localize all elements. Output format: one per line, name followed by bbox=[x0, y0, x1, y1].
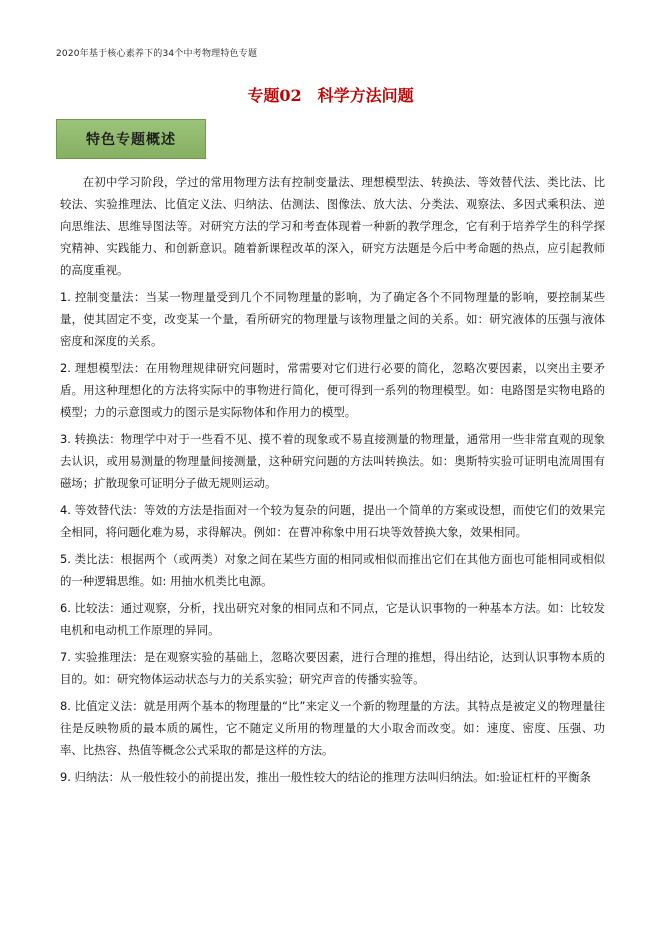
method-item-control-variable: 1. 控制变量法：当某一物理量受到几个不同物理量的影响，为了确定各个不同物理量的影响，要控制某些量，使其固定不变，改变某一个量，看所研究的物理量与该物理量之间的关系。如：研究液体的压强与液体密度和深度的关系。 bbox=[60, 290, 605, 348]
method-item-ratio-definition: 8. 比值定义法：就是用两个基本的物理量的“比”来定义一个新的物理量的方法。其特点是被定义的物理量往往是反映物质的最本质的属性，它不随定义所用的物理量的大小取舍而改变。如：速度、密度、压强、功率、比热容、热值等概念公式采取的都是这样的方法。 bbox=[60, 699, 605, 757]
method-item-comparison: 6. 比较法：通过观察，分析，找出研究对象的相同点和不同点，它是认识事物的一种基本方法。如：比较发电机和电动机工作原理的异同。 bbox=[60, 601, 605, 637]
method-item-equivalent-substitution: 4. 等效替代法：等效的方法是指面对一个较为复杂的问题，提出一个简单的方案或设想，而使它们的效果完全相同，将问题化难为易，求得解决。例如：在曹冲称象中用石块等效替换大象，效果相同。 bbox=[60, 503, 605, 539]
section-label: 特色专题概述 bbox=[86, 132, 176, 148]
method-item-analogy: 5. 类比法：根据两个（或两类）对象之间在某些方面的相同或相似而推出它们在其他方面也可能相同或相似的一种逻辑思维。如: 用抽水机类比电源。 bbox=[60, 552, 605, 588]
header-note: 2020年基于核心素养下的34个中考物理特色专题 bbox=[56, 49, 258, 59]
page-title: 专题02 科学方法问题 bbox=[247, 86, 414, 105]
method-item-ideal-model: 2. 理想模型法：在用物理规律研究问题时，常需要对它们进行必要的简化，忽略次要因素，以突出主要矛盾。用这种理想化的方法将实际中的事物进行简化，便可得到一系列的物理模型。如：电路图是实物电路的模型；力的示意图或力的图示是实际物体和作用力的模型。 bbox=[60, 361, 605, 419]
document-body bbox=[60, 171, 605, 793]
method-item-conversion: 3. 转换法：物理学中对于一些看不见、摸不着的现象或不易直接测量的物理量，通常用一些非常直观的现象去认识，或用易测量的物理量间接测量，这种研究问题的方法叫转换法。如：奥斯特实验可证明电流周围有磁场；扩散现象可证明分子做无规则运动。 bbox=[60, 432, 605, 490]
method-item-induction: 9. 归纳法：从一般性较小的前提出发，推出一般性较大的结论的推理方法叫归纳法。如:验证杠杆的平衡条 bbox=[60, 770, 591, 784]
section-label-box bbox=[56, 119, 206, 159]
method-item-experimental-reasoning: 7. 实验推理法：是在观察实验的基础上，忽略次要因素，进行合理的推想，得出结论，达到认识事物本质的目的。如：研究物体运动状态与力的关系实验；研究声音的传播实验等。 bbox=[60, 650, 605, 686]
intro-paragraph: 在初中学习阶段，学过的常用物理方法有控制变量法、理想模型法、转换法、等效替代法、类比法、比较法、实验推理法、比值定义法、归纳法、估测法、图像法、放大法、分类法、观察法、多因式乘积法、逆向思维法、思维导图法等。对研究方法的学习和考查体现着一种新的教学理念，它有利于培养学生的科学探究精神、实践能力、和创新意识。随着新课程改革的深入，研究方法题是今后中考命题的热点，应引起教师的高度重视。 bbox=[60, 175, 605, 277]
